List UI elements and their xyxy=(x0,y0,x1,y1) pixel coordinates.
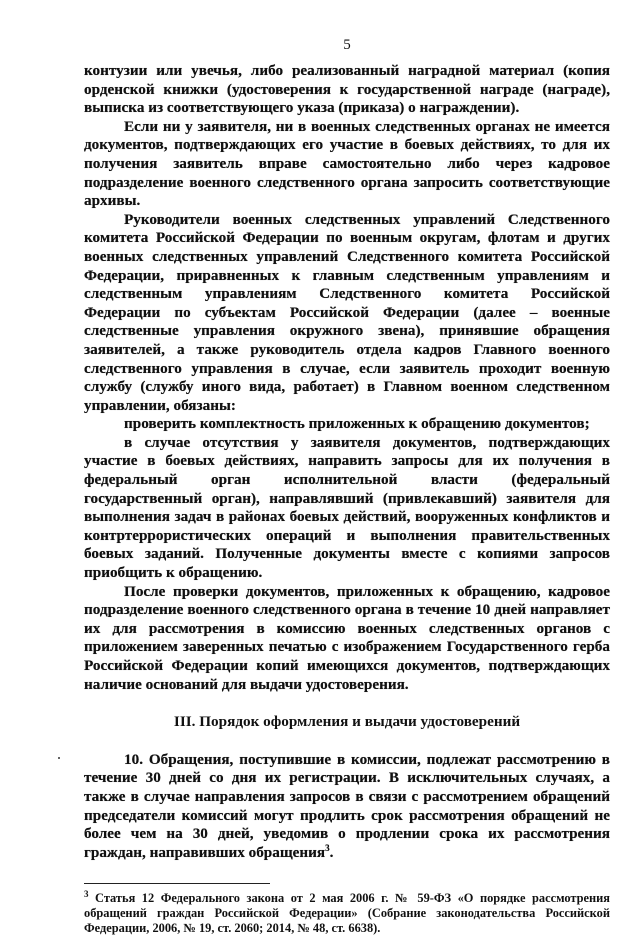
footnote-reference: 3 xyxy=(325,842,330,853)
footnote xyxy=(84,891,610,935)
paragraph-heads-duties: Руководители военных следственных управлений Следственного комитета Российской Федерации по военным округам, флотам и других военных следственных управлений Следственного комитета Российской Федерации, приравненных к главным следственным управлениям и следственным управлениям Следственного комитета Российской Федерации по субъектам Российской Федерации (далее – военные следственные управления окружного звена), принявшие обращения заявителей, а также руководитель отдела кадров Главного военного следственного управления в случае, если заявитель проходит военную службу (службу иного вида, работает) в Главном военном следственном управлении, обязаны: xyxy=(84,210,610,414)
paragraph-archives: Если ни у заявителя, ни в военных следственных органах не имеется документов, подтверждающих его участие в боевых действиях, то для их получения заявитель вправе самостоятельно либо через кадровое подразделение военного следственного органа запросить соответствующие архивы. xyxy=(84,117,610,210)
section-title: III. Порядок оформления и выдачи удостоверений xyxy=(173,713,521,731)
page-number: 5 xyxy=(343,37,351,53)
paragraph-check-documents: проверить комплектность приложенных к обращению документов; xyxy=(124,415,590,433)
paragraph-10-text: 10. Обращения, поступившие в комиссии, подлежат рассмотрению в течение 30 дней со дня их регистрации. В исключительных случаях, а также в случае направления запросов в связи с рассмотрением обращений председатели комиссий могут продлить срок рассмотрения обращений не более чем на 30 дней, уведомив о продлении срока их рассмотрения граждан, направивших обращения xyxy=(84,750,610,861)
scan-speck xyxy=(58,757,60,759)
paragraph-10 xyxy=(84,751,610,863)
paragraph-10-end: . xyxy=(329,843,334,861)
footnote-text: Статья 12 Федерального закона от 2 мая 2006 г. № 59-ФЗ «О порядке рассмотрения обращений граждан Российской Федерации» (Собрание законодательства Российской Федерации, 2006, № 19, ст. 2060; 2014, № 48, ст. 6638). xyxy=(84,891,610,935)
paragraph-after-check: После проверки документов, приложенных к обращению, кадровое подразделение военного следственного органа в течение 10 дней направляет их для рассмотрения в комиссию военных следственных органов с приложением заверенных печатью с изображением Государственного герба Российской Федерации копий имеющихся документов, подтверждающих наличие оснований для выдачи удостоверения. xyxy=(84,582,610,693)
paragraph-send-requests: в случае отсутствия у заявителя документов, подтверждающих участие в боевых действиях, направить запросы для их получения в федеральный орган исполнительной власти (федеральный государственный орган), направлявший (привлекавший) заявителя для выполнения задач в районах боевых действий, вооруженных конфликтов и контртеррористических операций и выполнения правительственных боевых заданий. Полученные документы вместе с копиями запросов приобщить к обращению. xyxy=(84,433,610,582)
footnote-separator xyxy=(84,883,270,884)
paragraph-continuation: контузии или увечья, либо реализованный наградной материал (копия орденской книжки (удостоверения к государственной награде (награде), выписка из соответствующего указа (приказа) о награждении). xyxy=(84,62,610,117)
document-body xyxy=(84,62,610,862)
footnote-marker: 3 xyxy=(84,889,89,900)
